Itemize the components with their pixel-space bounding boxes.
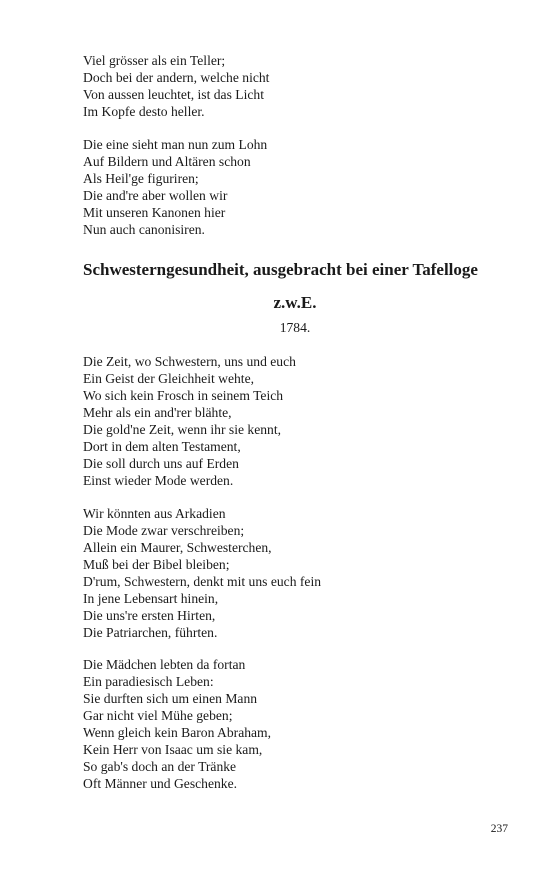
stanza-3 [83,353,296,489]
verse-line: In jene Lebensart hinein, [83,591,219,606]
verse-line: Wo sich kein Frosch in seinem Teich [83,388,284,403]
verse-line: Oft Männer und Geschenke. [83,776,238,791]
verse-line: Auf Bildern und Altären schon [83,154,251,169]
verse-line: Die Patriarchen, führten. [83,625,218,640]
verse-line: Die uns're ersten Hirten, [83,608,216,623]
stanza-2 [83,136,267,238]
poem-title: Schwesterngesundheit, ausgebracht bei einer Tafelloge [83,260,478,279]
verse-line: Gar nicht viel Mühe geben; [83,708,233,723]
verse-line: Die Mode zwar verschreiben; [83,523,245,538]
stanza-1 [83,52,269,120]
verse-line: Kein Herr von Isaac um sie kam, [83,742,263,757]
verse-line: Die Zeit, wo Schwestern, uns und euch [83,354,296,369]
verse-line: Wir könnten aus Arkadien [83,506,226,521]
verse-line: Ein Geist der Gleichheit wehte, [83,371,254,386]
verse-line: Dort in dem alten Testament, [83,439,241,454]
verse-line: Die soll durch uns auf Erden [83,456,239,471]
stanza-4 [83,505,321,641]
verse-line: Viel grösser als ein Teller; [83,53,226,68]
verse-line: Die and're aber wollen wir [83,188,228,203]
verse-line: Von aussen leuchtet, ist das Licht [83,87,264,102]
verse-line: So gab's doch an der Tränke [83,759,237,774]
verse-line: Nun auch canonisiren. [83,222,205,237]
verse-line: Einst wieder Mode werden. [83,473,234,488]
verse-line: Sie durften sich um einen Mann [83,691,258,706]
verse-line: Die gold'ne Zeit, wenn ihr sie kennt, [83,422,281,437]
poem-subtitle: z.w.E. [273,293,317,312]
verse-line: Mit unseren Kanonen hier [83,205,226,220]
verse-line: Im Kopfe desto heller. [83,104,205,119]
stanza-5 [83,656,271,792]
poem-year: 1784. [279,320,311,335]
verse-line: Allein ein Maurer, Schwesterchen, [83,540,272,555]
verse-line: Muß bei der Bibel bleiben; [83,557,230,572]
verse-line: Die eine sieht man nun zum Lohn [83,137,268,152]
verse-line: Mehr als ein and'rer blähte, [83,405,232,420]
verse-line: Als Heil'ge figuriren; [83,171,199,186]
verse-line: Die Mädchen lebten da fortan [83,657,246,672]
verse-line: Wenn gleich kein Baron Abraham, [83,725,272,740]
verse-line: Doch bei der andern, welche nicht [83,70,270,85]
page-number: 237 [490,823,508,835]
verse-line: D'rum, Schwestern, denkt mit uns euch fein [83,574,322,589]
verse-line: Ein paradiesisch Leben: [83,674,214,689]
